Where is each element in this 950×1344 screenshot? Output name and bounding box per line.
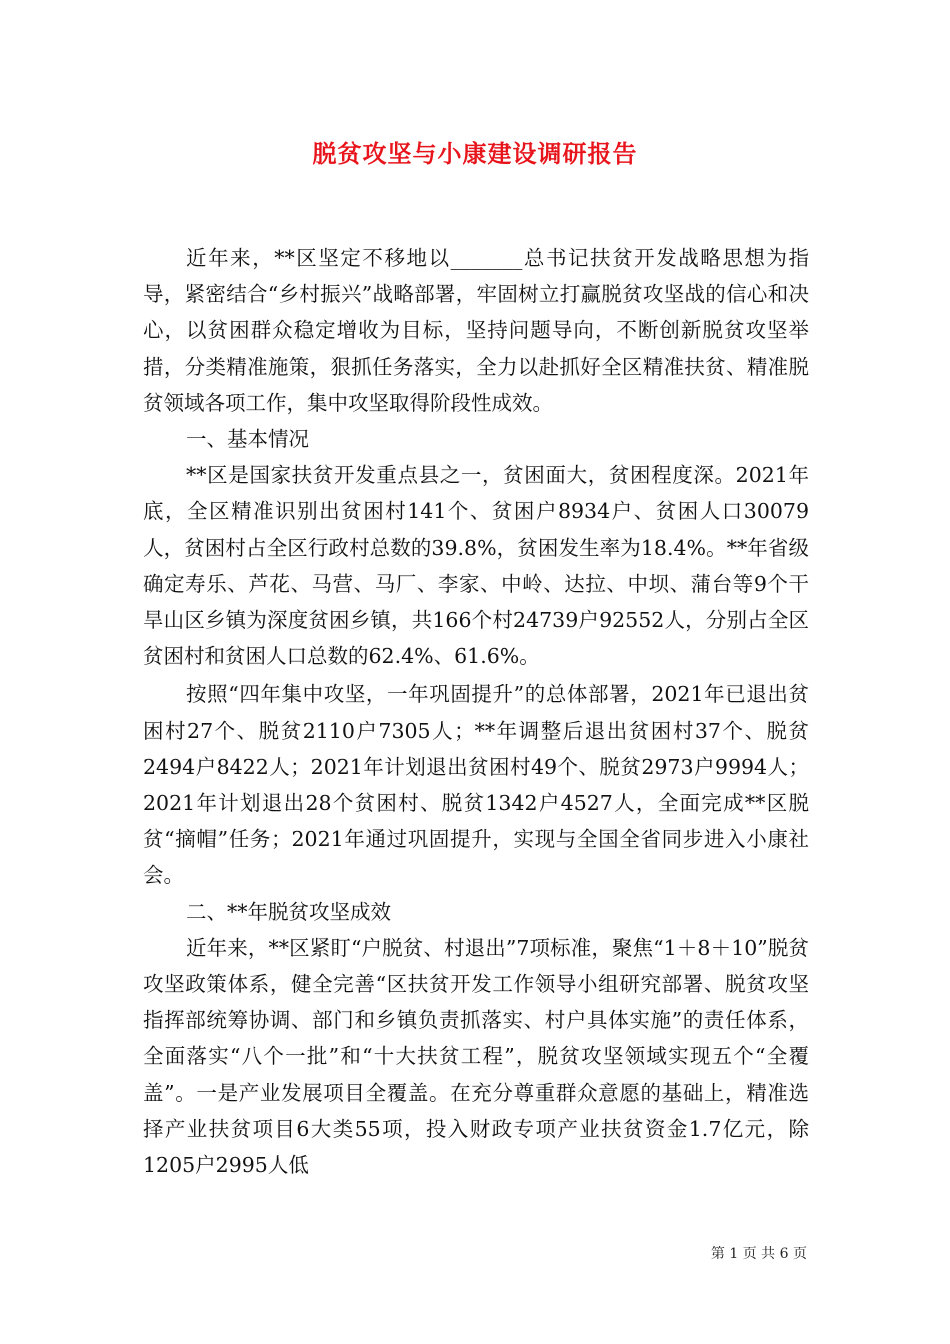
paragraph-results: 近年来，**区紧盯“户脱贫、村退出”7项标准，聚焦“1＋8＋10”脱贫攻坚政策体系，健全完善“区扶贫开发工作领导小组研究部署、脱贫攻坚指挥部统筹协调、部门和乡镇负责抓落实、村户具体实施”的责任体系，全面落实“八个一批”和“十大扶贫工程”，脱贫攻坚领域实现五个“全覆盖”。一是产业发展项目全覆盖。在充分尊重群众意愿的基础上，精准选择产业扶贫项目6大类55项，投入财政专项产业扶贫资金1.7亿元，除1205户2995人低 [143,935,809,1178]
paragraph-intro: 近年来，**区坚定不移地以_______总书记扶贫开发战略思想为指导，紧密结合“乡村振兴”战略部署，牢固树立打赢脱贫攻坚战的信心和决心，以贫困群众稳定增收为目标，坚持问题导向，不断创新脱贫攻坚举措，分类精准施策，狠抓任务落实，全力以赴抓好全区精准扶贫、精准脱贫领域各项工作，集中攻坚取得阶段性成效。 [143,246,809,415]
page-number: 第 1 页 共 6 页 [710,1246,807,1262]
section-heading-results: 二、**年脱贫攻坚成效 [186,899,392,924]
paragraph-plan: 按照“四年集中攻坚，一年巩固提升”的总体部署，2021年已退出贫困村27个、脱贫2110户7305人；**年调整后退出贫困村37个、脱贫2494户8422人；2021年计划退出贫困村49个、脱贫2973户9994人；2021年计划退出28个贫困村、脱贫1342户4527人，全面完成**区脱贫“摘帽”任务；2021年通过巩固提升，实现与全国全省同步进入小康社会。 [143,682,809,888]
section-heading-basic: 一、基本情况 [186,427,310,452]
paragraph-basic-situation: **区是国家扶贫开发重点县之一，贫困面大，贫困程度深。2021年底，全区精准识别出贫困村141个、贫困户8934户、贫困人口30079人，贫困村占全区行政村总数的39.8%，贫困发生率为18.4%。**年省级确定寿乐、芦花、马营、马厂、李家、中岭、达拉、中坝、蒲台等9个干旱山区乡镇为深度贫困乡镇，共166个村24739户92552人，分别占全区贫困村和贫困人口总数的62.4%、61.6%。 [143,463,809,669]
document-body [143,240,809,1183]
document-title: 脱贫攻坚与小康建设调研报告 [312,139,638,168]
